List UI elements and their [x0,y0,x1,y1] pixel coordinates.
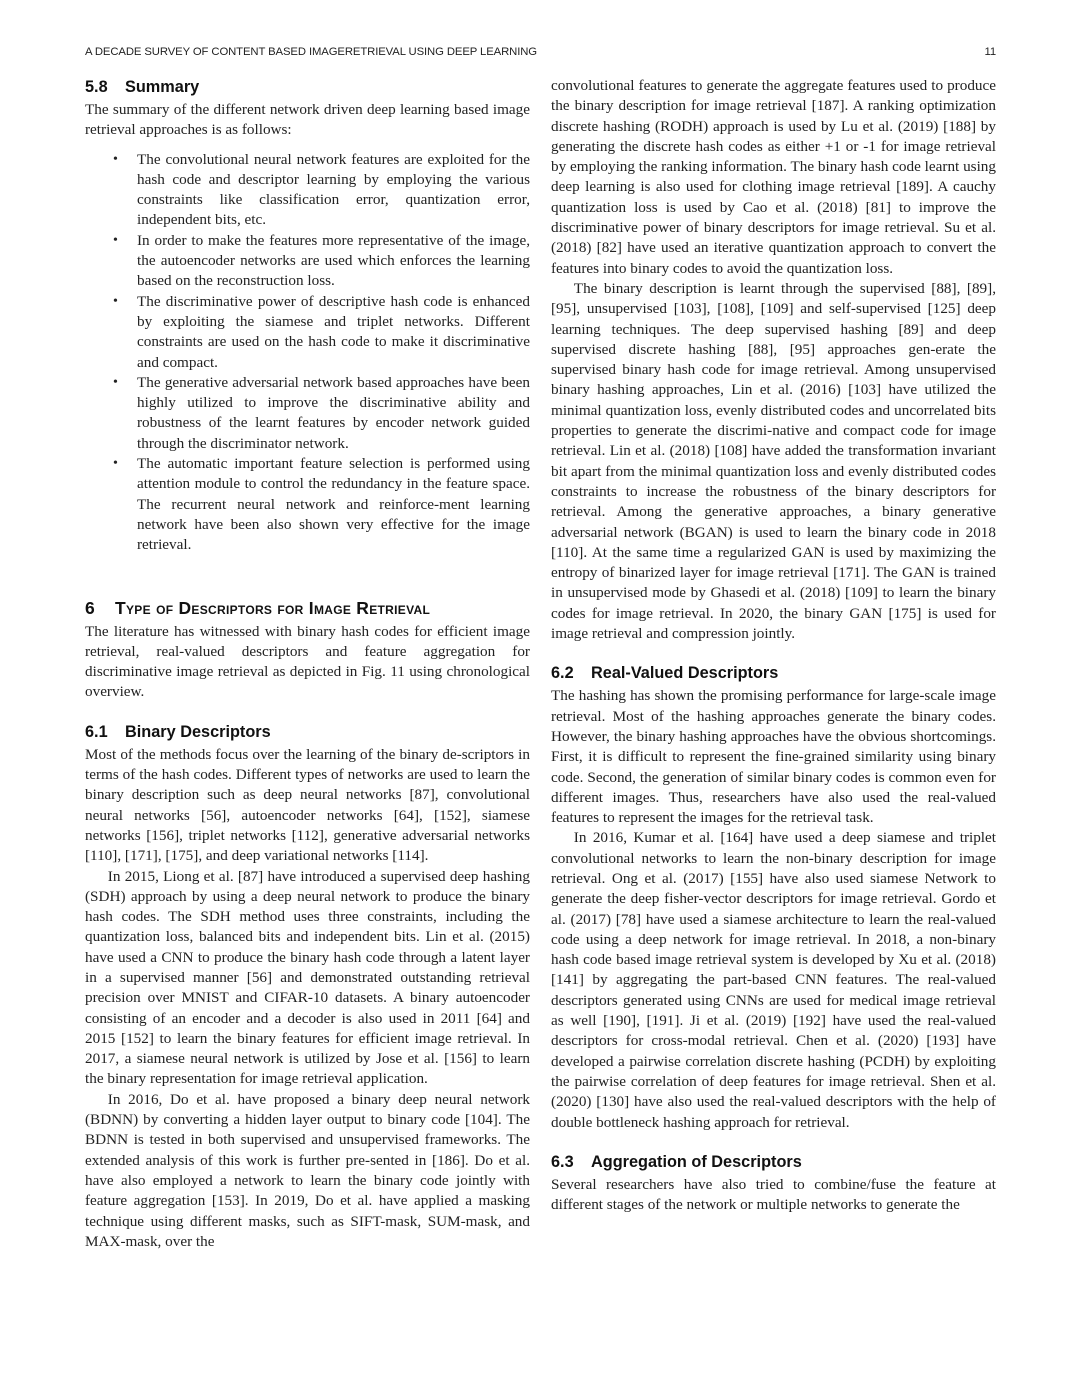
paragraph: In 2016, Do et al. have proposed a binary deep neural network (BDNN) by converting a hidden layer output to binary code [104]. The BDNN is tested in both supervised and unsupervised frameworks. The extended analysis of this work is further pre-sented in [186]. Do et al. have also employed a network to learn the binary code jointly with feature aggregation [153]. In 2019, Do et al. have applied a masking technique using different masks, such as SIFT-mask, SUM-mask, and MAX-mask, over the [85,1090,530,1250]
left-column [85,76,530,1252]
section-number: 6.2 [551,664,574,683]
section-heading-6-2 [551,662,996,686]
section-number: 6.1 [85,722,108,741]
paragraph: In 2015, Liong et al. [87] have introduced a supervised deep hashing (SDH) approach by using a deep neural network to produce the binary hash codes. The SDH method uses three constraints, including the quantization loss, balanced bits and independent bits. Lin et al. (2015) have used a CNN to produce the binary hash code through a latent layer in a supervised manner [56] and demonstrated outstanding retrieval precision over MNIST and CIFAR-10 datasets. A binary autoencoder consisting of an encoder and a decoder is also used in 2011 [64] and 2015 [152] to learn the binary features for efficient image retrieval. In 2017, a siamese neural network is utilized by Jose et al. [156] to learn the binary representation for image retrieval application. [85,867,530,1088]
paragraph: Several researchers have also tried to combine/fuse the feature at different stages of the network or multiple networks to generate the [551,1175,996,1214]
section-title: Aggregation of Descriptors [591,1152,802,1171]
section-heading-6-1 [85,721,530,745]
page-number: 11 [984,46,996,58]
running-title: A DECADE SURVEY OF CONTENT BASED IMAGERETRIEVAL USING DEEP LEARNING [85,46,537,58]
summary-bullet-list [85,150,530,556]
bullet-icon: • [113,456,118,472]
bullet-item: • The convolutional neural network features are exploited for the hash code and descriptor learning by employing the various constraints like classification error, quantization error, independent bits, etc. [113,150,530,229]
bullet-item: • In order to make the features more representative of the image, the autoencoder networks are used which enforces the learning based on the reconstruction loss. [113,231,530,290]
bullet-item: • The discriminative power of descriptive hash code is enhanced by exploiting the siamese and triplet networks. Different constraints are used on the hash code to make it discriminative and compact. [113,292,530,371]
section-title: Real-Valued Descriptors [591,664,779,683]
bullet-icon: • [113,293,118,309]
section-title: Summary [125,78,200,96]
paragraph: convolutional features to generate the aggregate features used to produce the binary description for image retrieval [187]. A ranking optimization discrete hashing (RODH) approach is used by Lu et al. (2019) [188] by generating the discrete hash codes as either +1 or -1 for image retrieval by employing the ranking information. The binary hash code learnt using deep learning is also used for clothing image retrieval [189]. A cauchy quantization loss is used by Cao et al. (2018) [81] to improve the discriminative power of binary descriptors for image retrieval. Su et al. (2018) [82] have used an iterative quantization approach to convert the features into binary codes to avoid the quantization loss. [551,77,996,277]
bullet-icon: • [113,151,118,167]
bullet-item: • The automatic important feature selection is performed using attention module to control the redundancy in the feature space. The recurrent neural network and reinforce-ment learning network have been also shown very effective for the image retrieval. [113,455,530,554]
section-title: Binary Descriptors [125,722,271,741]
running-header [85,46,996,62]
paragraph: The binary description is learnt through the supervised [88], [89], [95], unsupervised [103], [108], [109] and self-supervised [125] deep learning techniques. The deep supervised hashing [89] and deep supervised discrete hashing [88], [95] approaches gen-erate the supervised binary hash code for image retrieval. Among unsupervised binary hashing approaches, Lin et al. (2016) [103] have utilized the minimal quantization loss, evenly distributed codes and uncorrelated bits properties to generate the discrimi-native and compact code for image retrieval. Lin et al. (2018) [108] have added the transformation invariant bit apart from the minimal quantization loss and evenly distributed codes constraints to increase the robustness of the binary descriptors for retrieval. Among the generative approaches, a binary generative adversarial network (BGAN) is used to learn the binary code in 2018 [110]. At the same time a regularized GAN is used by maximizing the entropy of binarized layer for image retrieval [171]. The GAN is trained in unsupervised mode by Ghasedi et al. (2018) [109] to learn the binary codes for image retrieval. In 2020, the binary GAN [175] is used for image retrieval and compression jointly. [551,279,996,643]
paragraph: In 2016, Kumar et al. [164] have used a deep siamese and triplet convolutional networks to learn the non-binary description for image retrieval. Ong et al. (2017) [155] have also used siamese Network to generate the deep fisher-vector descriptors for image retrieval. Gordo et al. (2017) [78] have used a siamese architecture to learn the real-valued code using a deep network for image retrieval. In 2018, a non-binary hash code based image retrieval system is developed by Xu et al. (2018) [141] by aggregating the part-based CNN features. The real-valued descriptors generated using CNNs are used for medical image retrieval as well [190], [191]. Ji et al. (2019) [192] have used the real-valued descriptors for cross-modal retrieval. Chen et al. (2020) [193] have developed a pairwise correlation discrete hashing (PCDH) by exploiting the pairwise correlation of deep features for image retrieval. Shen et al. (2020) [130] have also used the real-valued descriptors with the help of double bottleneck hashing approach for retrieval. [551,829,996,1131]
section-title: Type of Descriptors for Image Retrieval [115,597,431,618]
paragraph: Most of the methods focus over the learning of the binary de-scriptors in terms of the hash codes. Different types of networks are used to learn the binary description such as deep neural networks [87], convolutional neural networks [56], autoencoder networks [64], [152], siamese networks [156], triplet networks [112], generative adversarial networks [110], [171], [175], and deep variational networks [114]. [85,745,530,865]
bullet-item: • The generative adversarial network based approaches have been highly utilized to improve the discriminative ability and robustness of the learnt features by encoder network guided through the discriminator network. [113,373,530,452]
paragraph: The summary of the different network driven deep learning based image retrieval approaches is as follows: [85,101,530,139]
bullet-icon: • [113,232,118,248]
section-heading-5-8 [85,76,530,100]
paragraph: The literature has witnessed with binary hash codes for efficient image retrieval, real-valued descriptors and feature aggregation for discriminative image retrieval as depicted in Fig. 11 using chronological overview. [85,622,530,701]
bullet-icon: • [113,374,118,390]
section-heading-6 [85,596,530,622]
section-heading-6-3 [551,1151,996,1175]
paragraph: The hashing has shown the promising performance for large-scale image retrieval. Most of the hashing approaches generate the binary codes. However, the binary hashing approaches have the obvious shortcomings. First, it is difficult to represent the fine-grained similarity using binary code. Second, the generation of similar binary codes is common even for different images. Thus, researchers have also used the real-valued features to represent the images for the retrieval task. [551,687,996,827]
section-number: 5.8 [85,78,108,96]
right-column [551,76,996,1215]
section-number: 6 [85,597,96,618]
section-number: 6.3 [551,1152,574,1171]
